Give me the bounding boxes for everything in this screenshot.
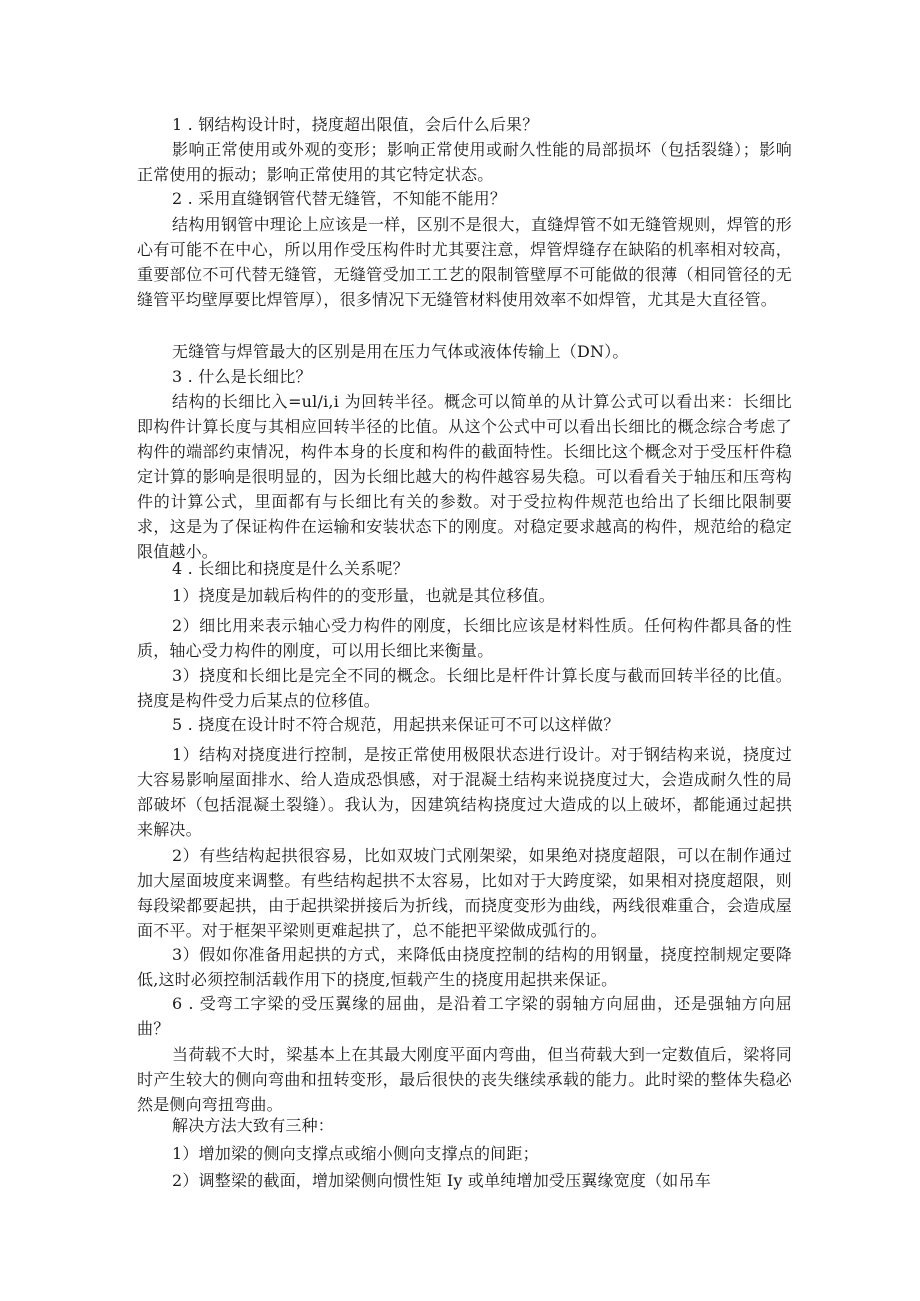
question-2-heading: 2 . 采用直缝钢管代替无缝管，不知能不能用？ (172, 189, 507, 208)
answer-1-paragraph: 影响正常使用或外观的变形；影响正常使用或耐久性能的局部损坏（包括裂缝）；影响正常使用的振动；影响正常使用的其它特定状态。 (137, 140, 792, 184)
question-1-heading: 1 . 钢结构设计时，挠度超出限值，会后什么后果？ (172, 115, 539, 134)
question-4-heading: 4 . 长细比和挠度是什么关系呢？ (172, 559, 409, 578)
answer-5-item-3: 3）假如你准备用起拱的方式，来降低由挠度控制的结构的用钢量，挠度控制规定要降低,这时必须控制活载作用下的挠度,恒载产生的挠度用起拱来保证。 (137, 945, 792, 989)
answer-3-paragraph: 结构的长细比入=ul∕i,i 为回转半径。概念可以简单的从计算公式可以看出来：长细比即构件计算长度与其相应回转半径的比值。从这个公式中可以看出长细比的概念综合考虑了构件的端部约束情况，构件本身的长度和构件的截面特性。长细比这个概念对于受压杆件稳定计算的影响是很明显的，因为长细比越大的构件越容易失稳。可以看看关于轴压和压弯构件的计算公式，里面都有与长细比有关的参数。对于受拉构件规范也给出了长细比限制要求，这是为了保证构件在运输和安装状态下的刚度。对稳定要求越高的构件，规范给的稳定限值越小。 (137, 392, 792, 561)
answer-4-item-3: 3）挠度和长细比是完全不同的概念。长细比是杆件计算长度与截而回转半径的比值。挠度是构件受力后某点的位移值。 (137, 666, 792, 710)
question-5-heading: 5 . 挠度在设计时不符合规范，用起拱来保证可不可以这样做？ (172, 715, 620, 734)
answer-6-method-2: 2）调整梁的截面，增加梁侧向惯性矩 Iy 或单纯增加受压翼缘宽度（如吊车 (172, 1171, 711, 1190)
question-3-heading: 3 . 什么是长细比？ (172, 367, 312, 386)
answer-6-methods-intro: 解决方法大致有三种： (172, 1116, 335, 1135)
answer-4-item-1: 1）挠度是加载后构件的的变形量，也就是其位移值。 (172, 586, 555, 605)
answer-6-paragraph: 当荷载不大时，梁基本上在其最大刚度平面内弯曲，但当荷载大到一定数值后，梁将同时产生较大的侧向弯曲和扭转变形，最后很快的丧失继续承载的能力。此时梁的整体失稳必然是侧向弯扭弯曲。 (137, 1045, 792, 1114)
answer-6-method-1: 1）增加梁的侧向支撑点或缩小侧向支撑点的间距； (172, 1144, 539, 1163)
question-6-heading: 6 . 受弯工字梁的受压翼缘的屈曲，是沿着工字梁的弱轴方向屈曲，还是强轴方向屈曲？ (137, 994, 792, 1038)
answer-4-item-2: 2）细比用来表示轴心受力构件的刚度，长细比应该是材料性质。任何构件都具备的性质，轴心受力构件的刚度，可以用长细比来衡量。 (137, 616, 792, 660)
answer-5-item-2: 2）有些结构起拱很容易，比如双坡门式刚架梁，如果绝对挠度超限，可以在制作通过加大屋面坡度来调整。有些结构起拱不太容易，比如对于大跨度梁，如果相对挠度超限，则每段梁都要起拱，由于起拱梁拼接后为折线，而挠度变形为曲线，两线很难重合，会造成屋面不平。对于框架平梁则更难起拱了，总不能把平梁做成弧行的。 (137, 846, 792, 940)
answer-2-note-paragraph: 无缝管与焊管最大的区别是用在压力气体或液体传输上（DN）。 (172, 342, 629, 361)
answer-2-paragraph: 结构用钢管中理论上应该是一样，区别不是很大，直缝焊管不如无缝管规则，焊管的形心有可能不在中心，所以用作受压构件时尤其要注意，焊管焊缝存在缺陷的机率相对较高，重要部位不可代替无缝管，无缝管受加工工艺的限制管壁厚不可能做的很薄（相同管径的无缝管平均壁厚要比焊管厚），很多情况下无缝管材料使用效率不如焊管，尤其是大直径管。 (137, 215, 792, 309)
answer-5-item-1: 1）结构对挠度进行控制，是按正常使用极限状态进行设计。对于钢结构来说，挠度过大容易影响屋面排水、给人造成恐惧感，对于混凝土结构来说挠度过大，会造成耐久性的局部破坏（包括混凝土裂缝）。我认为，因建筑结构挠度过大造成的以上破坏，都能通过起拱来解决。 (137, 745, 792, 839)
